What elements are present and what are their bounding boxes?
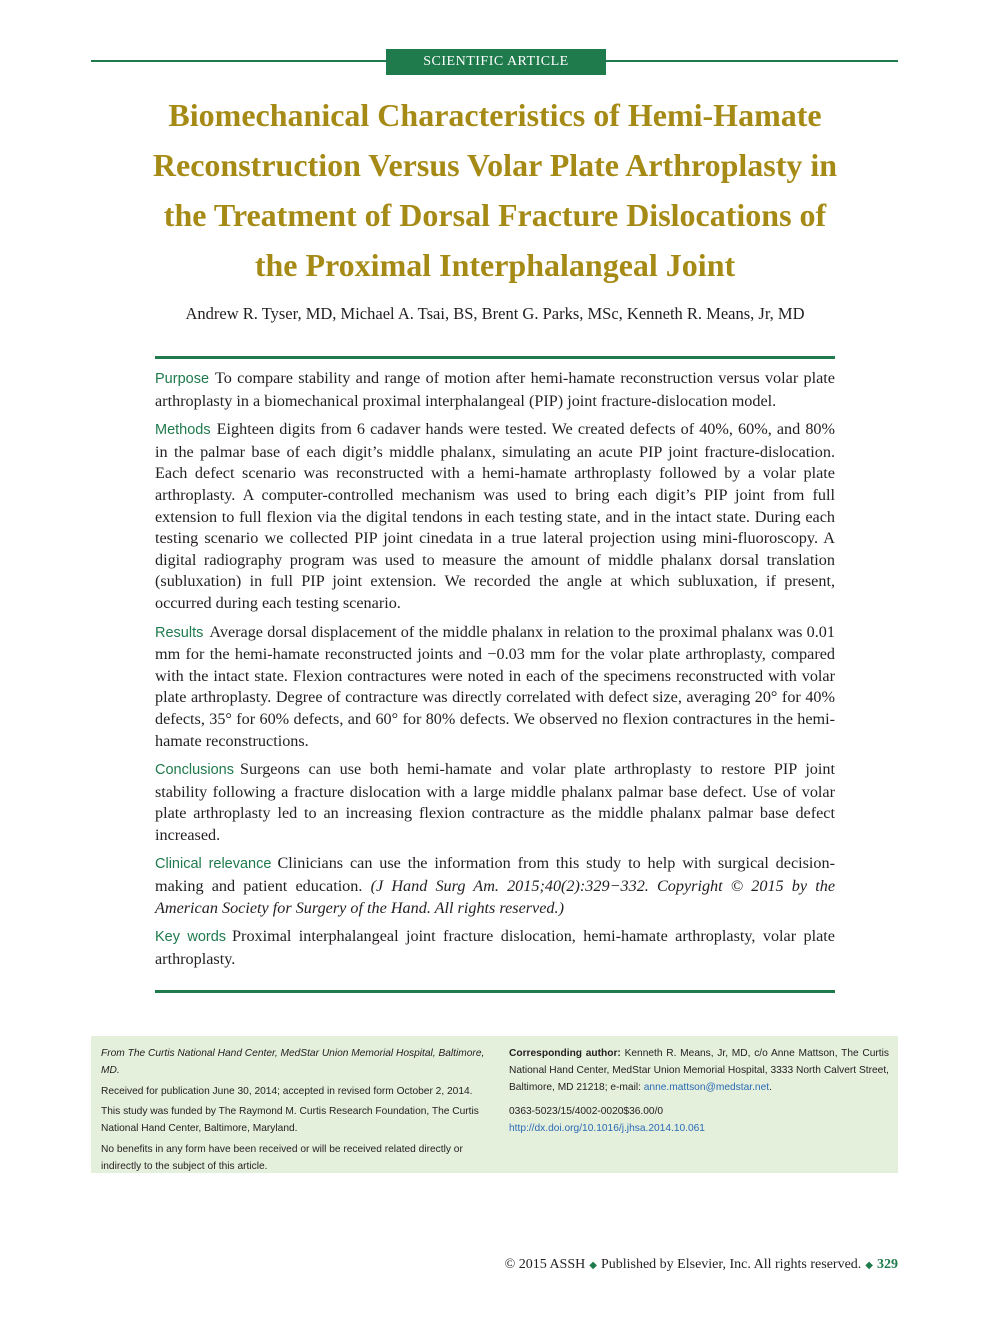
copyright: © 2015 ASSH [504, 1257, 586, 1272]
author-list: Andrew R. Tyser, MD, Michael A. Tsai, BS, Brent G. Parks, MSc, Kenneth R. Means, Jr, MD [185, 304, 805, 323]
conclusions-text: Surgeons can use both hemi-hamate and volar plate arthroplasty to restore PIP joint stability following a fracture dislocation with a large middle phalanx palmar base defect. Use of volar plate arthroplasty led to an increasing flexion contracture as the middle phalanx palmar base defect increased. [155, 760, 835, 844]
publisher: Published by Elsevier, Inc. All rights reserved. [600, 1257, 862, 1272]
abstract-clinical-relevance [155, 853, 835, 919]
received-note: Received for publication June 30, 2014; accepted in revised form October 2, 2014. [101, 1085, 473, 1097]
article-title [100, 90, 890, 290]
citation: (J Hand Surg Am. 2015;40(2):329−332. Copyright © 2015 by the American Society for Surgery of the Hand. All rights reserved.) [155, 877, 835, 917]
funding-note: This study was funded by The Raymond M. Curtis Research Foundation, The Curtis National Hand Center, Baltimore, Maryland. [101, 1106, 479, 1135]
abstract-conclusions [155, 759, 835, 846]
keywords-text: Proximal interphalangeal joint fracture dislocation, hemi-hamate arthroplasty, volar plate arthroplasty. [155, 927, 835, 968]
abstract-results [155, 622, 835, 753]
clinical-label: Clinical relevance [155, 856, 272, 873]
methods-label: Methods [155, 422, 211, 439]
affiliation-note: From The Curtis National Hand Center, MedStar Union Memorial Hospital, Baltimore, MD. [101, 1048, 485, 1076]
footnote-right-column [509, 1046, 889, 1146]
abstract-purpose [155, 368, 835, 412]
purpose-text: To compare stability and range of motion after hemi-hamate reconstruction versus volar plate arthroplasty in a biomechanical proximal interphalangeal (PIP) joint fracture-dislocation model. [155, 369, 835, 410]
abstract-bottom-rule [155, 990, 835, 993]
page-number: 329 [877, 1257, 898, 1272]
title-line: Reconstruction Versus Volar Plate Arthroplasty in [152, 147, 838, 183]
abstract-top-rule [155, 356, 835, 359]
abstract [155, 368, 835, 977]
title-line: the Proximal Interphalangeal Joint [254, 247, 736, 283]
footnote-box [91, 1036, 898, 1173]
title-line: Biomechanical Characteristics of Hemi-Hamate [168, 97, 822, 133]
email-link[interactable]: anne.mattson@medstar.net [643, 1081, 770, 1093]
title-line: the Treatment of Dorsal Fracture Dislocations of [163, 197, 827, 233]
methods-text: Eighteen digits from 6 cadaver hands were tested. We created defects of 40%, 60%, and 80% in the palmar base of each digit’s middle phalanx, simulating an acute PIP joint fracture-dislocation. Each defect scenario was reconstructed with a hemi-hamate arthroplasty followed by a volar plate arthroplasty. A computer-controlled mechanism was used to bring each digit’s PIP joint from full extension to full flexion via the digital tendons in each testing state, and in the intact state. During each testing scenario we collected PIP joint cinedata in a true lateral projection using mini-fluoroscopy. A digital radiography program was used to measure the amount of middle phalanx dorsal translation (subluxation) in full PIP joint extension. We recorded the angle at which subluxation, if present, occurred during each testing scenario. [155, 420, 835, 612]
purpose-label: Purpose [155, 371, 210, 387]
keywords-label: Key words [155, 929, 227, 946]
abstract-keywords [155, 926, 835, 970]
identifiers [509, 1104, 889, 1138]
conclusions-label: Conclusions [155, 762, 234, 779]
diamond-icon: ◆ [589, 1260, 597, 1271]
results-text: Average dorsal displacement of the middle phalanx in relation to the proximal phalanx was 0.01 mm for the hemi-hamate reconstructed joints and −0.03 mm for the volar plate arthroplasty, compared with the intact state. Flexion contractures were noted in each of the specimens reconstructed with volar plate arthroplasty. Degree of contracture was directly correlated with defect size, averaging 20° for 40% defects, 35° for 60% defects, and 60° for 80% defects. We observed no flexion contractures in the hemi-hamate reconstructions. [155, 622, 835, 750]
benefits-note: No benefits in any form have been received or will be received related directly or indirectly to the subject of this article. [101, 1143, 463, 1172]
clinical-text: Clinicians can use the information from this study to help with surgical decision-making and patient education. [155, 854, 836, 896]
footnote-left-column [101, 1046, 486, 1180]
section-tag: SCIENTIFIC ARTICLE [386, 49, 606, 75]
page-footer [505, 1257, 898, 1273]
results-label: Results [155, 624, 204, 641]
issn: 0363-5023/15/4002-0020$36.00/0 [509, 1106, 664, 1118]
abstract-methods [155, 419, 835, 614]
doi-link[interactable]: http://dx.doi.org/10.1016/j.jhsa.2014.10.061 [509, 1123, 705, 1135]
corresponding-author-text: Kenneth R. Means, Jr, MD, c/o Anne Mattson, The Curtis National Hand Center, MedStar Union Memorial Hospital, 3333 North Calvert Street, Baltimore, MD 21218; e-mail: [509, 1048, 889, 1093]
diamond-icon: ◆ [865, 1260, 873, 1271]
corresponding-author-note: Corresponding author: Kenneth R. Means, Jr, MD, c/o Anne Mattson, The Curtis National Hand Center, MedStar Union Memorial Hospital, 3333 North Calvert Street, Baltimore, MD 21218; e-mail: anne.mattson@medstar.net. [509, 1048, 889, 1093]
corresponding-author-label: Corresponding author: [509, 1048, 621, 1059]
